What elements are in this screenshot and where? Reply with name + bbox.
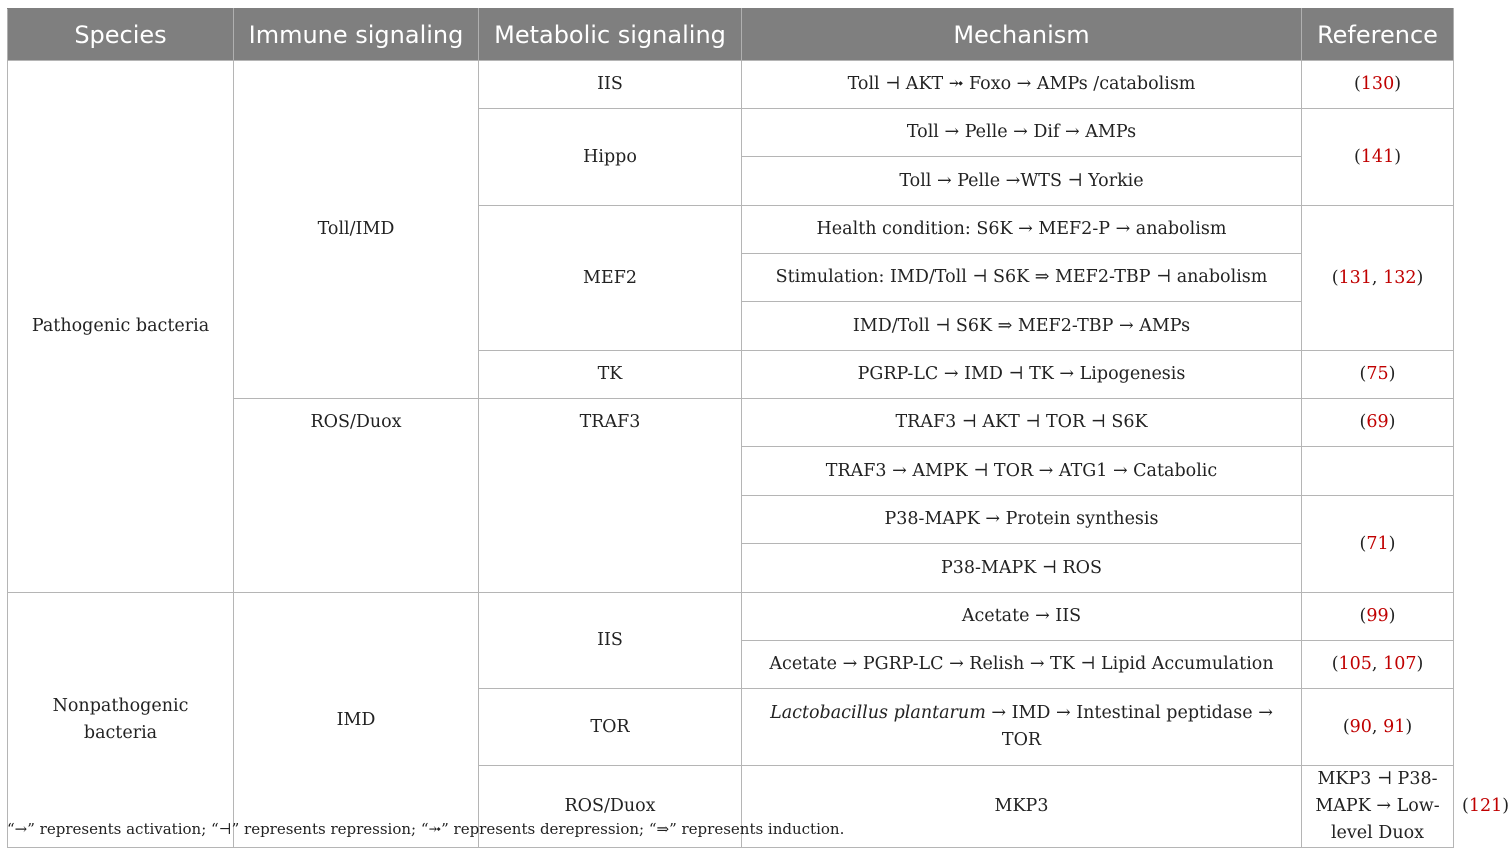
header-row <box>8 9 1454 61</box>
mechanism-cell: Acetate → IIS <box>742 593 1302 641</box>
mechanism-cell: Lactobacillus plantarum → IMD → Intestinal peptidase → TOR <box>742 689 1302 766</box>
immune-cell: ROS/Duox <box>479 766 742 848</box>
citation-link[interactable]: 107 <box>1383 654 1417 674</box>
reference-cell-empty <box>1302 447 1454 496</box>
reference-cell: (105, 107) <box>1302 641 1454 689</box>
citation-link[interactable]: 69 <box>1366 412 1389 432</box>
citation-link[interactable]: 90 <box>1349 716 1372 737</box>
citation-link[interactable]: 105 <box>1338 654 1372 674</box>
species-cell: Nonpathogenic bacteria <box>8 593 234 848</box>
reference-cell: (130) <box>1302 61 1454 109</box>
header-metabolic-signaling: Metabolic signaling <box>479 9 742 61</box>
immune-cell: ROS/Duox <box>234 399 479 593</box>
mechanism-cell: Health condition: S6K → MEF2-P → anabolism <box>742 206 1302 254</box>
metabolic-cell: MKP3 <box>742 766 1302 848</box>
mechanism-cell: Stimulation: IMD/Toll ⊣ S6K ⇒ MEF2-TBP ⊣ anabolism <box>742 254 1302 302</box>
citation-link[interactable]: 121 <box>1468 796 1503 816</box>
mechanism-cell: Toll ⊣ AKT ⤞ Foxo → AMPs /catabolism <box>742 61 1302 109</box>
metabolic-cell: TOR <box>479 689 742 766</box>
reference-cell: (99) <box>1302 593 1454 641</box>
reference-cell: (71) <box>1302 496 1454 593</box>
metabolic-cell: MEF2 <box>479 206 742 351</box>
mechanism-cell: PGRP-LC → IMD ⊣ TK → Lipogenesis <box>742 351 1302 399</box>
header-species: Species <box>8 9 234 61</box>
citation-link[interactable]: 132 <box>1383 267 1417 288</box>
reference-cell: (141) <box>1302 109 1454 206</box>
species-cell: Pathogenic bacteria <box>8 61 234 593</box>
metabolic-cell: IIS <box>479 61 742 109</box>
mechanism-cell: P38-MAPK → Protein synthesis <box>742 496 1302 544</box>
citation-link[interactable]: 75 <box>1366 364 1389 384</box>
mechanism-cell: Toll → Pelle → Dif → AMPs <box>742 109 1302 157</box>
mechanism-cell: TRAF3 ⊣ AKT ⊣ TOR ⊣ S6K <box>742 399 1302 447</box>
reference-cell: (90, 91) <box>1302 689 1454 766</box>
citation-link[interactable]: 71 <box>1366 533 1389 554</box>
metabolic-cell: TRAF3 <box>479 399 742 593</box>
citation-link[interactable]: 131 <box>1338 267 1372 288</box>
table-row <box>8 61 1454 109</box>
immune-cell: Toll/IMD <box>234 61 479 399</box>
reference-cell: (69) <box>1302 399 1454 447</box>
metabolic-cell: IIS <box>479 593 742 689</box>
data-table <box>7 8 1509 848</box>
table-row: ROS/Duox MKP3 MKP3 ⊣ P38-MAPK → Low-level Duox (121) <box>8 766 1454 848</box>
mechanism-cell: P38-MAPK ⊣ ROS <box>742 544 1302 593</box>
citation-link[interactable]: 141 <box>1360 146 1395 167</box>
citation-link[interactable]: 130 <box>1360 74 1395 94</box>
metabolic-cell: Hippo <box>479 109 742 206</box>
header-mechanism: Mechanism <box>742 9 1302 61</box>
metabolic-cell: TK <box>479 351 742 399</box>
header-immune-signaling: Immune signaling <box>234 9 479 61</box>
reference-cell: (131, 132) <box>1302 206 1454 351</box>
citation-link[interactable]: 99 <box>1366 606 1389 626</box>
mechanism-cell: TRAF3 → AMPK ⊣ TOR → ATG1 → Catabolic <box>742 447 1302 496</box>
table-footnote: “→” represents activation; “⊣” represents repression; “⤞” represents derepression; “⇒” represents induction. <box>7 820 845 838</box>
mechanism-cell: Acetate → PGRP-LC → Relish → TK ⊣ Lipid Accumulation <box>742 641 1302 689</box>
citation-link[interactable]: 91 <box>1383 716 1406 737</box>
immune-cell: IMD <box>234 593 479 848</box>
reference-cell: (75) <box>1302 351 1454 399</box>
mechanism-species-name: Lactobacillus plantarum <box>770 703 986 723</box>
header-reference: Reference <box>1302 9 1454 61</box>
mechanism-cell: MKP3 ⊣ P38-MAPK → Low-level Duox <box>1302 766 1454 848</box>
mechanism-cell: IMD/Toll ⊣ S6K ⇒ MEF2-TBP → AMPs <box>742 302 1302 351</box>
table-row <box>8 593 1454 641</box>
mechanism-cell: Toll → Pelle →WTS ⊣ Yorkie <box>742 157 1302 206</box>
